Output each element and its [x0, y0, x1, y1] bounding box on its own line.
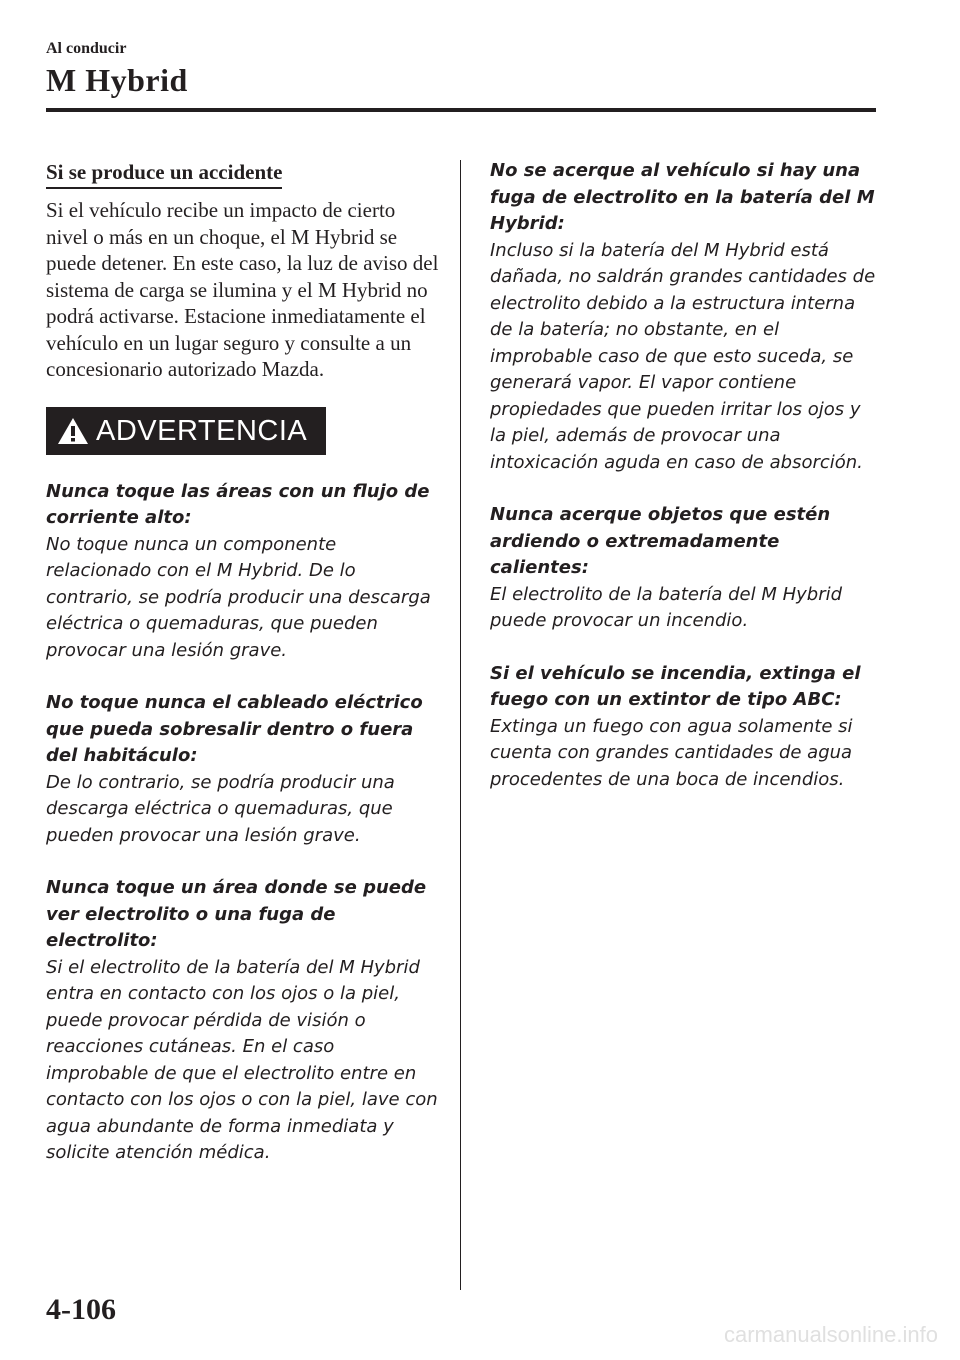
warning-triangle-icon	[56, 416, 90, 446]
warning-text: Si el electrolito de la batería del M Hybrid entra en contacto con los ojos o la piel, puede provocar pérdida de visión o reacciones cutáneas. En el caso improbable de que el electrolito entre en contacto con los ojos o con la piel, lave con agua abundante de forma inmediata y solicite atención médica.	[46, 956, 438, 1163]
page-title: M Hybrid	[46, 62, 188, 98]
section-heading: Si se produce un accidente	[46, 158, 282, 189]
warning-list-left	[46, 479, 441, 1167]
section-body: Si el vehículo recibe un impacto de cierto nivel o más en un choque, el M Hybrid se puede detener. En este caso, la luz de aviso del sistema de carga se ilumina y el M Hybrid no podrá activarse. Estacione inmediatamente el vehículo en un lugar seguro y consulte a un concesionario autorizado Mazda.	[46, 198, 439, 381]
warning-title: Nunca acerque objetos que estén ardiendo o extremadamente calientes:	[490, 504, 831, 578]
warning-item	[46, 479, 441, 665]
breadcrumb: Al conducir	[46, 40, 127, 57]
warning-title: Si el vehículo se incendia, extinga el fuego con un extintor de tipo ABC:	[490, 662, 861, 710]
header-rule	[46, 108, 876, 112]
watermark: carmanualsonline.info	[723, 1322, 938, 1347]
warning-title: Nunca toque las áreas con un flujo de corriente alto:	[46, 480, 430, 528]
warning-banner	[46, 407, 326, 455]
warning-item	[46, 690, 441, 849]
right-column	[490, 158, 880, 793]
warning-title: No se acerque al vehículo si hay una fuga de electrolito en la batería del M Hybrid:	[490, 160, 875, 234]
page-number: 4-106	[46, 1293, 116, 1326]
page-header	[46, 40, 876, 98]
warning-item	[490, 502, 880, 635]
warning-text: Extinga un fuego con agua solamente si cuenta con grandes cantidades de agua procedentes de una boca de incendios.	[490, 715, 853, 790]
warning-text: De lo contrario, se podría producir una descarga eléctrica o quemaduras, que pueden provocar una lesión grave.	[46, 771, 395, 846]
warning-text: No toque nunca un componente relacionado con el M Hybrid. De lo contrario, se podría producir una descarga eléctrica o quemaduras, que pueden provocar una lesión grave.	[46, 533, 431, 661]
warning-title: Nunca toque un área donde se puede ver electrolito o una fuga de electrolito:	[46, 877, 427, 951]
column-divider	[460, 160, 461, 1290]
warning-item	[490, 158, 880, 476]
warning-title: No toque nunca el cableado eléctrico que pueda sobresalir dentro o fuera del habitáculo:	[46, 692, 423, 766]
left-column	[46, 158, 441, 1167]
warning-text: Incluso si la batería del M Hybrid está dañada, no saldrán grandes cantidades de electrolito debido a la estructura interna de la batería; no obstante, en el improbable caso de que esto suceda, se generará vapor. El vapor contiene propiedades que pueden irritar los ojos y la piel, además de provocar una intoxicación aguda en caso de absorción.	[490, 239, 876, 473]
warning-item	[46, 875, 441, 1167]
warning-text: El electrolito de la batería del M Hybrid puede provocar un incendio.	[490, 583, 843, 631]
warning-item	[490, 661, 880, 794]
warning-label: ADVERTENCIA	[96, 414, 308, 447]
